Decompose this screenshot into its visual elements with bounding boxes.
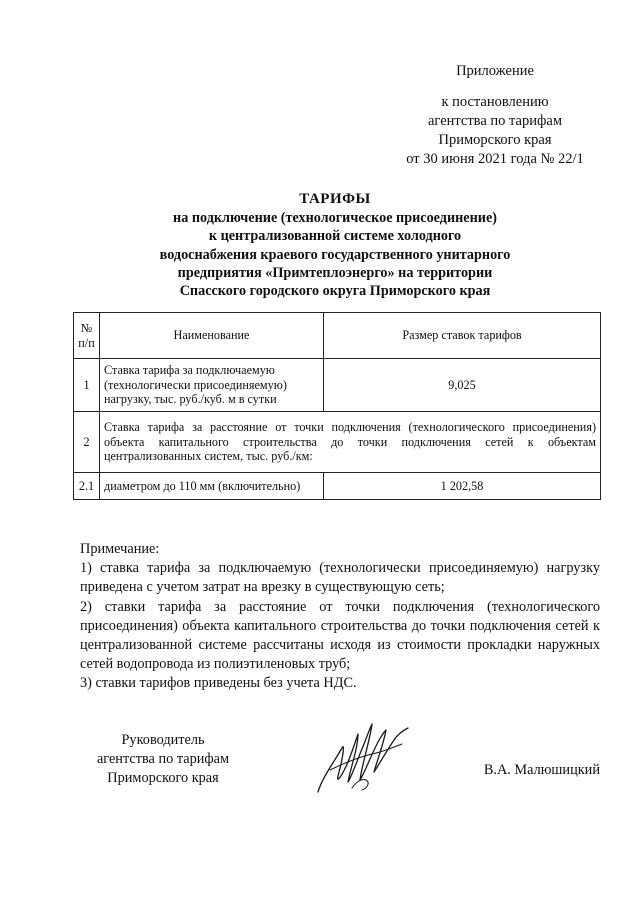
row-name: Ставка тарифа за расстояние от точки подключения (технологического присоединения) объекта капитального строительства до точки подключения сетей к объектам централизованных систем, тыс. руб./км: xyxy=(100,412,601,473)
row-number: 2 xyxy=(74,412,100,473)
appendix-label: Приложение xyxy=(456,63,534,79)
note-item: 2) ставки тарифа за расстояние от точки подключения (технологического присоединения) объекта капитального строительства до точки подключения сетей к централизованной системе рассчитаны исходя из стоимости прокладки наружных сетей водопровода из полиэтиленовых труб; xyxy=(80,598,600,673)
row-value: 1 202,58 xyxy=(324,473,601,500)
notes-title: Примечание: xyxy=(80,541,160,557)
appendix-header xyxy=(395,62,595,169)
note-item: 1) ставка тарифа за подключаемую (технологически присоединяемую) нагрузку приведена с учетом затрат на врезку в существующую сеть; xyxy=(80,560,600,596)
appendix-line: агентства по тарифам xyxy=(428,113,562,129)
title-line: предприятия «Примтеплоэнерго» на территории xyxy=(177,264,493,281)
title-line: водоснабжения краевого государственного унитарного xyxy=(159,246,511,263)
appendix-line: Приморского края xyxy=(438,132,552,148)
header-name: Наименование xyxy=(100,313,324,359)
signer-position xyxy=(78,731,248,788)
title-main: ТАРИФЫ xyxy=(299,191,371,207)
table-row xyxy=(74,412,601,473)
document-title xyxy=(90,190,580,300)
title-line: на подключение (технологическое присоединение) xyxy=(173,210,497,227)
signer-line: агентства по тарифам xyxy=(96,751,230,767)
tariff-table xyxy=(73,312,601,500)
signer-name: В.А. Малюшицкий xyxy=(483,762,600,778)
header-number-abbr: п/п xyxy=(78,335,95,350)
table-header-row xyxy=(74,313,601,359)
handwritten-signature xyxy=(312,718,412,800)
signer-line: Руководитель xyxy=(121,732,205,748)
table-row xyxy=(74,473,601,500)
header-number xyxy=(74,313,100,359)
note-item: 3) ставки тарифов приведены без учета НДС. xyxy=(80,675,357,692)
row-name: Ставка тарифа за подключаемую (технологически присоединяемую) нагрузку, тыс. руб./куб. м в сутки xyxy=(100,359,324,412)
header-rate: Размер ставок тарифов xyxy=(324,313,601,359)
header-number-symbol: № xyxy=(80,321,93,335)
row-number: 2.1 xyxy=(74,473,100,500)
row-value: 9,025 xyxy=(324,359,601,412)
row-name: диаметром до 110 мм (включительно) xyxy=(100,473,324,500)
row-number: 1 xyxy=(74,359,100,412)
title-line: к централизованной системе холодного xyxy=(208,228,462,245)
notes-section xyxy=(80,540,600,694)
title-line: Спасского городского округа Приморского края xyxy=(179,283,491,300)
table-row xyxy=(74,359,601,412)
appendix-line: к постановлению xyxy=(441,94,549,110)
appendix-date-line: от 30 июня 2021 года № 22/1 xyxy=(406,151,584,167)
signer-line: Приморского края xyxy=(107,770,219,786)
